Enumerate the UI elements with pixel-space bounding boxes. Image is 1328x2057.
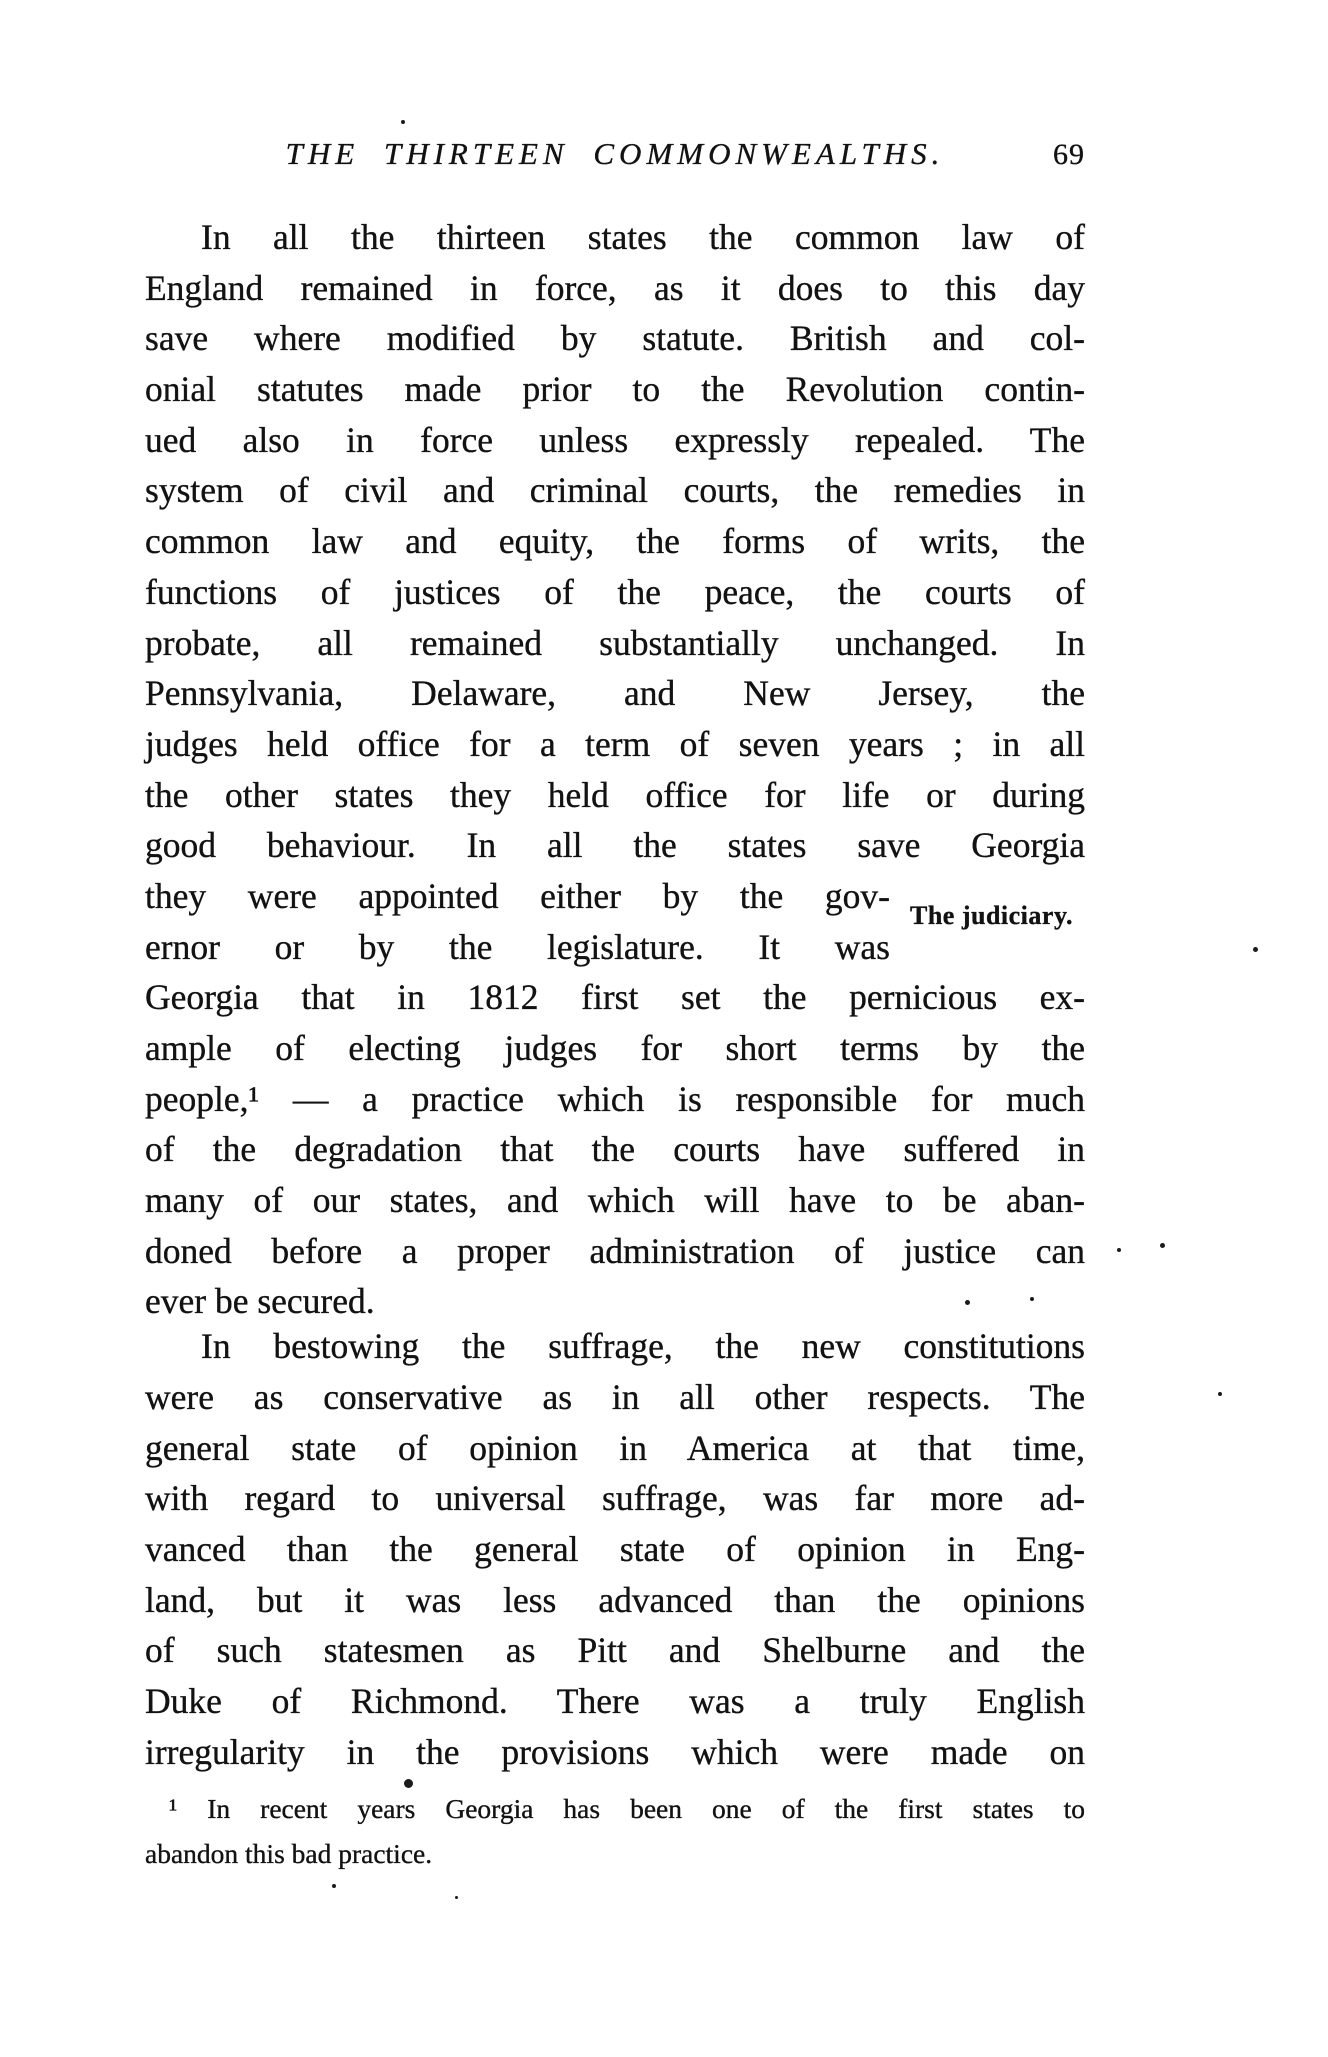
text-line: system of civil and criminal courts, the remedies in — [145, 470, 1085, 511]
text-line: with regard to universal suffrage, was far more ad- — [145, 1478, 1085, 1519]
text-line: onial statutes made prior to the Revolution contin- — [145, 369, 1085, 410]
page-header — [145, 136, 1085, 178]
scan-speck — [1160, 1243, 1165, 1248]
scan-speck — [1030, 1297, 1034, 1301]
scan-speck — [965, 1300, 970, 1305]
text-line: Duke of Richmond. There was a truly English — [145, 1680, 1085, 1721]
text-line: functions of justices of the peace, the courts of — [145, 571, 1085, 612]
text-line: land, but it was less advanced than the opinions — [145, 1579, 1085, 1620]
scan-speck — [332, 1884, 336, 1888]
footnote-line: ¹ In recent years Georgia has been one of the first states to — [169, 1793, 1085, 1824]
text-line: of the degradation that the courts have suffered in — [145, 1129, 1085, 1170]
footnote-line: abandon this bad practice. — [145, 1838, 433, 1869]
text-line: judges held office for a term of seven years ; in all — [145, 723, 1085, 764]
text-line: ever be secured. — [145, 1281, 375, 1322]
text-line: common law and equity, the forms of writs, the — [145, 521, 1085, 562]
text-line: save where modified by statute. British and col- — [145, 318, 1085, 359]
page-number: 69 — [1053, 138, 1085, 171]
text-line: doned before a proper administration of justice can — [145, 1230, 1085, 1271]
text-line: of such statesmen as Pitt and Shelburne and the — [145, 1630, 1085, 1671]
margin-note: The judiciary. — [910, 901, 1074, 930]
scan-speck — [455, 1896, 458, 1899]
footnote — [145, 1786, 1085, 1876]
text-line: In bestowing the suffrage, the new constitutions — [201, 1326, 1085, 1367]
text-line: Pennsylvania, Delaware, and New Jersey, the — [145, 673, 1085, 714]
text-line: people,¹ — a practice which is responsible for much — [145, 1078, 1085, 1119]
text-line: the other states they held office for life or during — [145, 774, 1085, 815]
text-line: they were appointed either by the gov- — [145, 875, 890, 916]
text-line: good behaviour. In all the states save Georgia — [145, 825, 1085, 866]
text-line: ernor or by the legislature. It was — [145, 926, 890, 967]
scan-speck — [404, 1779, 413, 1788]
scan-speck — [1117, 1248, 1121, 1252]
scan-speck — [1218, 1392, 1222, 1396]
paragraph-1 — [145, 212, 1085, 1327]
text-line: were as conservative as in all other respects. The — [145, 1376, 1085, 1417]
text-line: Georgia that in 1812 first set the pernicious ex- — [145, 977, 1085, 1018]
text-line: In all the thirteen states the common law of — [201, 217, 1085, 257]
scan-speck — [1253, 947, 1258, 952]
paragraph-2 — [145, 1321, 1085, 1777]
text-line: many of our states, and which will have to be aban- — [145, 1180, 1085, 1221]
scan-speck — [401, 120, 405, 124]
text-line: probate, all remained substantially unchanged. In — [145, 622, 1085, 663]
body-text — [145, 212, 1085, 1777]
text-line: England remained in force, as it does to this day — [145, 267, 1085, 308]
text-line: vanced than the general state of opinion in Eng- — [145, 1528, 1085, 1569]
text-line: ued also in force unless expressly repealed. The — [145, 419, 1085, 460]
text-line: general state of opinion in America at that time, — [145, 1427, 1085, 1468]
text-line: irregularity in the provisions which were made on — [145, 1731, 1085, 1772]
text-line: ample of electing judges for short terms by the — [145, 1028, 1085, 1068]
running-header-title: THE THIRTEEN COMMONWEALTHS. — [285, 136, 945, 171]
